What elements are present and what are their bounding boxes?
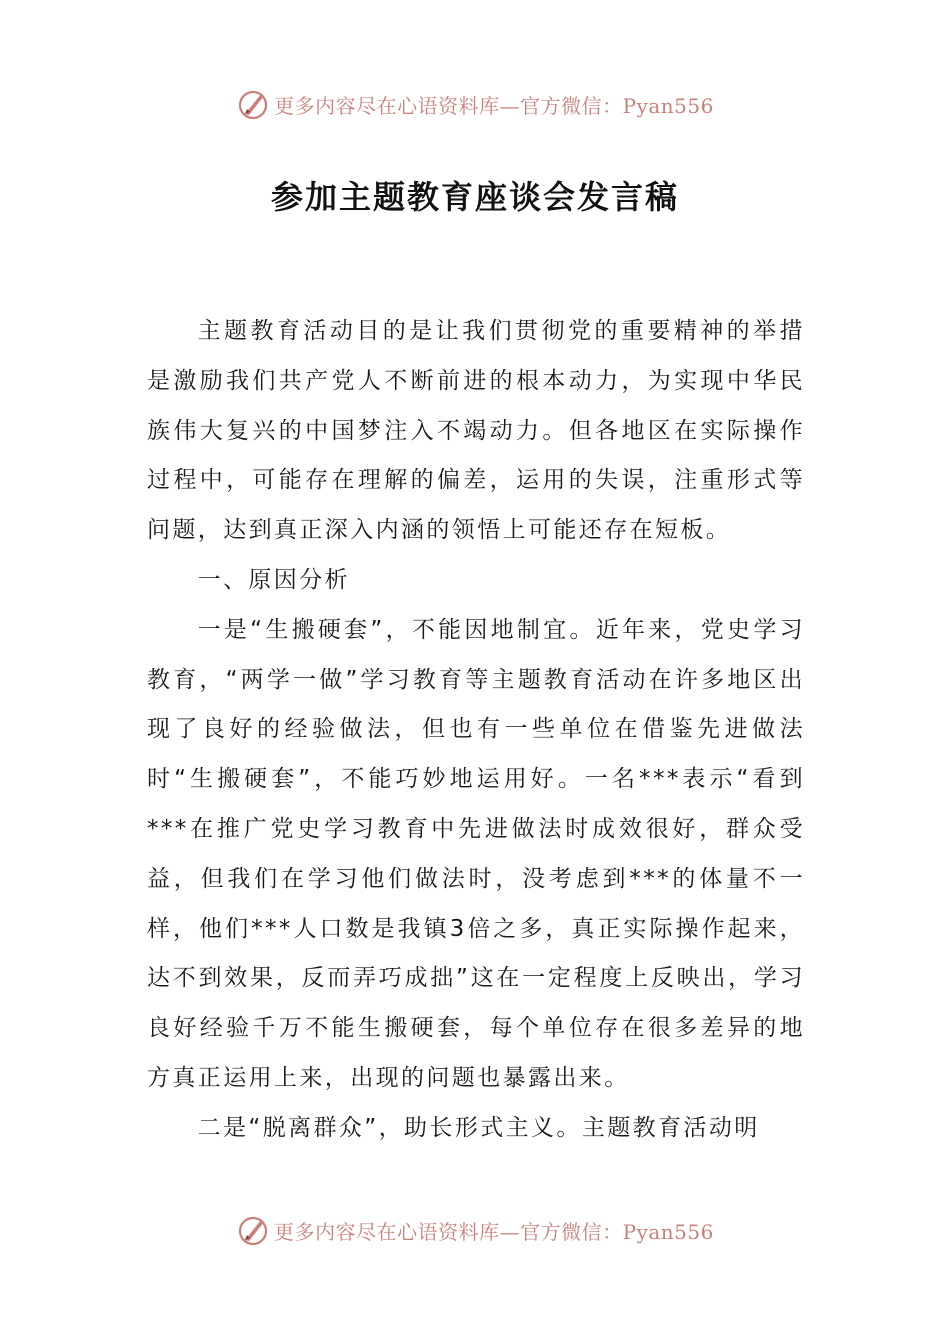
footer-watermark-text: 更多内容尽在心语资料库—官方微信：Pyan556 — [274, 1219, 714, 1244]
footer-watermark-banner — [0, 1210, 950, 1250]
header-watermark-banner — [0, 84, 950, 124]
section-heading-cause-analysis: 一、原因分析 — [197, 566, 350, 593]
header-watermark-text: 更多内容尽在心语资料库—官方微信：Pyan556 — [274, 93, 714, 118]
quill-pen-logo-icon — [236, 87, 270, 121]
paragraph-intro: 主题教育活动目的是让我们贯彻党的重要精神的举措是激励我们共产党人不断前进的根本动力，为实现中华民族伟大复兴的中国梦注入不竭动力。但各地区在实际操作过程中，可能存在理解的偏差，运用的失误，注重形式等问题，达到真正深入内涵的领悟上可能还存在短板。 — [147, 318, 805, 544]
document-body — [147, 307, 805, 1154]
quill-pen-logo-icon — [236, 1213, 270, 1247]
page-title: 参加主题教育座谈会发言稿 — [270, 178, 679, 216]
paragraph-point-one: 一是“生搬硬套”，不能因地制宜。近年来，党史学习教育，“两学一做”学习教育等主题教育活动在许多地区出现了良好的经验做法，但也有一些单位在借鉴先进做法时“生搬硬套”，不能巧妙地运用好。一名***表示“看到***在推广党史学习教育中先进做法时成效很好，群众受益，但我们在学习他们做法时，没考虑到***的体量不一样，他们***人口数是我镇3倍之多，真正实际操作起来，达不到效果，反而弄巧成拙”这在一定程度上反映出，学习良好经验千万不能生搬硬套，每个单位存在很多差异的地方真正运用上来，出现的问题也暴露出来。 — [147, 616, 805, 1091]
paragraph-point-two: 二是“脱离群众”，助长形式主义。主题教育活动明 — [197, 1114, 760, 1141]
